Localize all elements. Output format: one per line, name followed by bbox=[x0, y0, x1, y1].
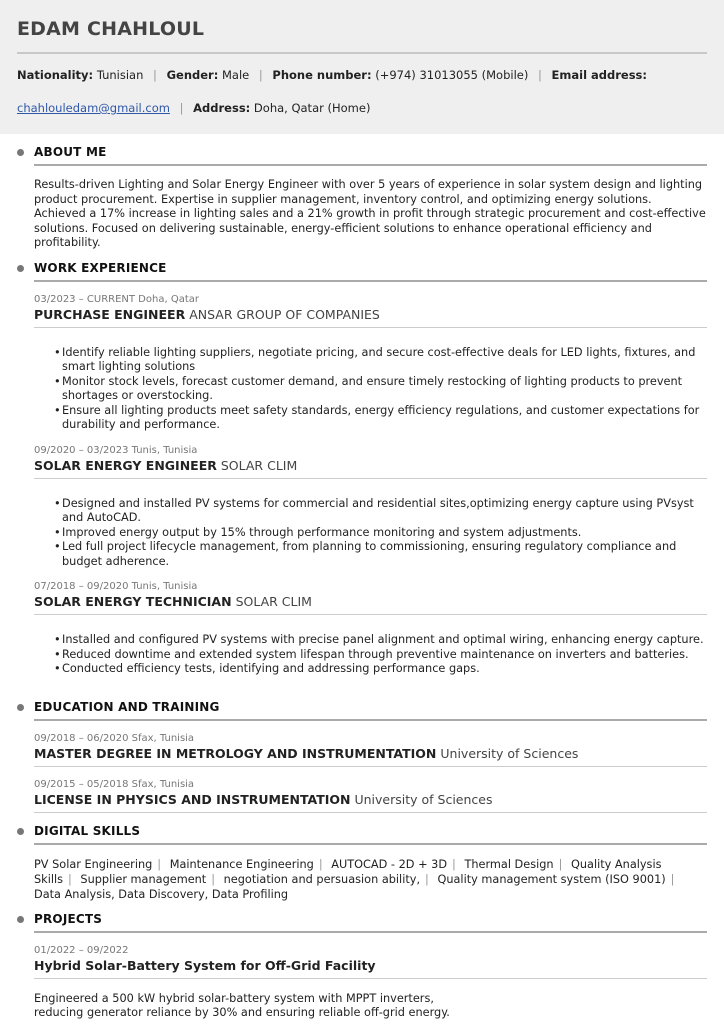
email-link[interactable]: chahlouledam@gmail.com bbox=[17, 101, 170, 115]
skill-item: Supplier management bbox=[80, 872, 207, 886]
phone-label: Phone number: bbox=[272, 68, 372, 82]
project-entry bbox=[34, 945, 707, 1021]
education-entry bbox=[34, 779, 707, 813]
school-name: University of Sciences bbox=[440, 745, 579, 761]
education-dates-location: 09/2015 – 05/2018 Sfax, Tunisia bbox=[34, 778, 195, 790]
skills-list bbox=[34, 857, 707, 902]
project-name: Hybrid Solar-Battery System for Off-Grid Facility bbox=[34, 957, 376, 973]
work-section bbox=[0, 261, 724, 677]
separator: | bbox=[452, 857, 456, 871]
job-entry bbox=[34, 445, 707, 570]
profile-header bbox=[0, 0, 724, 134]
section-divider bbox=[34, 719, 707, 721]
project-title bbox=[34, 958, 707, 973]
separator: | bbox=[538, 68, 542, 82]
job-divider bbox=[34, 614, 707, 615]
separator: | bbox=[558, 857, 563, 871]
address-value: Doha, Qatar (Home) bbox=[253, 101, 371, 115]
job-role: PURCHASE ENGINEER bbox=[34, 306, 186, 322]
skill-item: Quality Analysis Skills bbox=[34, 857, 662, 886]
list-item: • Designed and installed PV systems for commercial and residential sites,optimizing energy capture using PVsyst and AutoCAD. bbox=[62, 497, 707, 526]
nationality-label: Nationality: bbox=[17, 68, 94, 82]
list-item: • Improved energy output by 15% through performance monitoring and system adjustments. bbox=[62, 526, 707, 541]
section-divider bbox=[34, 931, 707, 933]
list-item: • Reduced downtime and extended system lifespan through preventive maintenance on inverters and batteries. bbox=[62, 648, 707, 663]
skill-item: AUTOCAD - 2D + 3D bbox=[331, 857, 448, 871]
list-item: • Ensure all lighting products meet safety standards, energy efficiency regulations, and customer expectations for durability and performance. bbox=[62, 404, 707, 433]
education-title bbox=[34, 792, 707, 807]
skills-section bbox=[0, 824, 724, 902]
job-title bbox=[34, 458, 707, 473]
job-dates-location: 03/2023 – CURRENT Doha, Qatar bbox=[34, 293, 199, 305]
section-divider bbox=[34, 164, 707, 166]
job-role: SOLAR ENERGY TECHNICIAN bbox=[34, 594, 232, 609]
education-divider bbox=[34, 812, 707, 813]
section-title: PROJECTS bbox=[34, 912, 707, 926]
job-bullets bbox=[34, 346, 707, 433]
job-divider bbox=[34, 478, 707, 479]
job-entry bbox=[34, 581, 707, 677]
separator: | bbox=[179, 101, 184, 115]
project-dates: 01/2022 – 09/2022 bbox=[34, 944, 129, 956]
job-title bbox=[34, 594, 707, 609]
separator: | bbox=[670, 872, 675, 886]
skill-item: negotiation and persuasion ability, bbox=[223, 872, 421, 886]
job-bullets bbox=[34, 633, 707, 677]
header-divider bbox=[17, 52, 707, 54]
degree-name: MASTER DEGREE IN METROLOGY AND INSTRUMENTATION bbox=[34, 745, 437, 761]
nationality-value: Tunisian bbox=[96, 68, 144, 82]
project-description-line: reducing generator reliance by 30% and ensuring reliable off-grid energy. bbox=[34, 1006, 450, 1019]
job-company: SOLAR CLIM bbox=[220, 457, 298, 473]
separator: | bbox=[157, 857, 162, 871]
job-entry bbox=[34, 294, 707, 433]
section-divider bbox=[34, 843, 707, 845]
skill-item: Data Analysis, Data Discovery, Data Profiling bbox=[34, 887, 289, 901]
education-entry bbox=[34, 733, 707, 767]
degree-name: LICENSE IN PHYSICS AND INSTRUMENTATION bbox=[34, 791, 351, 807]
section-title: ABOUT ME bbox=[34, 145, 707, 159]
education-section bbox=[0, 700, 724, 813]
gender-value: Male bbox=[221, 68, 250, 82]
school-name: University of Sciences bbox=[354, 791, 493, 807]
about-section bbox=[0, 145, 724, 251]
education-divider bbox=[34, 766, 707, 767]
phone-value: (+974) 31013055 (Mobile) bbox=[375, 68, 529, 82]
skill-item: Maintenance Engineering bbox=[169, 857, 314, 871]
job-bullets bbox=[34, 497, 707, 570]
section-divider bbox=[34, 280, 707, 282]
separator: | bbox=[425, 872, 429, 886]
list-item: • Installed and configured PV systems with precise panel alignment and optimal wiring, enhancing energy capture. bbox=[62, 633, 707, 648]
job-role: SOLAR ENERGY ENGINEER bbox=[34, 457, 217, 473]
job-divider bbox=[34, 327, 707, 328]
project-divider bbox=[34, 978, 707, 979]
project-description-line: Engineered a 500 kW hybrid solar-battery system with MPPT inverters, bbox=[34, 991, 434, 1005]
person-name: EDAM CHAHLOUL bbox=[17, 18, 205, 40]
contact-info-line-1 bbox=[17, 65, 707, 85]
email-label: Email address: bbox=[551, 68, 648, 82]
separator: | bbox=[153, 68, 157, 82]
job-dates-location: 07/2018 – 09/2020 Tunis, Tunisia bbox=[34, 581, 198, 592]
education-dates-location: 09/2018 – 06/2020 Sfax, Tunisia bbox=[34, 732, 195, 744]
address-label: Address: bbox=[193, 101, 251, 115]
contact-info-line-2 bbox=[17, 98, 707, 118]
job-company: ANSAR GROUP OF COMPANIES bbox=[189, 306, 380, 322]
section-title: DIGITAL SKILLS bbox=[34, 824, 707, 838]
education-title bbox=[34, 746, 707, 761]
job-company: SOLAR CLIM bbox=[235, 594, 312, 609]
projects-section bbox=[0, 912, 724, 1021]
separator: | bbox=[211, 872, 216, 886]
separator: | bbox=[258, 68, 263, 82]
section-title: EDUCATION AND TRAINING bbox=[34, 700, 707, 714]
separator: | bbox=[68, 872, 72, 886]
list-item: • Monitor stock levels, forecast customer demand, and ensure timely restocking of lighting products to prevent shortages or overstocking. bbox=[62, 375, 707, 404]
separator: | bbox=[318, 857, 323, 871]
job-title bbox=[34, 307, 707, 322]
list-item: • Identify reliable lighting suppliers, negotiate pricing, and secure cost-effective deals for LED lights, fixtures, and smart lighting solutions bbox=[62, 346, 707, 375]
project-description bbox=[34, 992, 707, 1021]
list-item: • Led full project lifecycle management, from planning to commissioning, ensuring regulatory compliance and budget adherence. bbox=[62, 540, 707, 569]
list-item: • Conducted efficiency tests, identifying and addressing performance gaps. bbox=[62, 662, 707, 677]
skill-item: PV Solar Engineering bbox=[34, 857, 153, 871]
job-dates-location: 09/2020 – 03/2023 Tunis, Tunisia bbox=[34, 444, 198, 456]
about-text: Results-driven Lighting and Solar Energy Engineer with over 5 years of experience in solar system design and lighting product procurement. Expertise in supplier management, inventory control, and optimizing energy solutions. Achieved a 17% increase in lighting sales and a 21% growth in profit through strategic procurement and cost-effective solutions. Focused on delivering sustainable, energy-efficient solutions to enhance operational efficiency and profitability. bbox=[34, 178, 706, 249]
gender-label: Gender: bbox=[166, 68, 219, 82]
skill-item: Thermal Design bbox=[464, 857, 554, 871]
section-title: WORK EXPERIENCE bbox=[34, 261, 707, 275]
skill-item: Quality management system (ISO 9001) bbox=[437, 872, 666, 886]
